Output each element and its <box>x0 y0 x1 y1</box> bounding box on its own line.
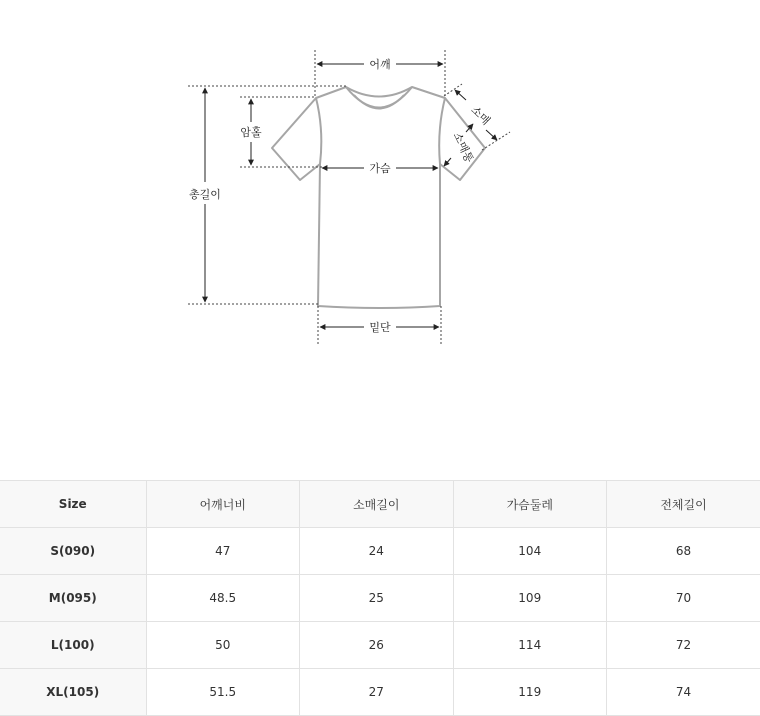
sleeve-label: 소매 <box>468 103 493 128</box>
column-header-total-length: 전체길이 <box>607 481 760 528</box>
size-table <box>0 480 760 716</box>
column-header-size: Size <box>0 481 146 528</box>
size-cell: L(100) <box>0 622 146 669</box>
shoulder-label: 어깨 <box>369 57 390 71</box>
column-header-shoulder-width: 어깨너비 <box>146 481 300 528</box>
column-header-chest: 가슴둘레 <box>453 481 607 528</box>
table-cell: 26 <box>300 622 454 669</box>
sleeve-opening-arrow-down <box>444 158 451 166</box>
table-row <box>0 575 760 622</box>
table-cell: 72 <box>607 622 760 669</box>
table-header-row <box>0 481 760 528</box>
hem-label: 밑단 <box>369 320 391 334</box>
table-cell: 47 <box>146 528 300 575</box>
table-cell: 104 <box>453 528 607 575</box>
chest-label: 가슴 <box>369 161 391 175</box>
table-cell: 27 <box>300 669 454 716</box>
tshirt-outline <box>272 87 485 308</box>
table-row <box>0 669 760 716</box>
table-cell: 114 <box>453 622 607 669</box>
table-cell: 51.5 <box>146 669 300 716</box>
table-cell: 68 <box>607 528 760 575</box>
table-cell: 109 <box>453 575 607 622</box>
table-cell: 48.5 <box>146 575 300 622</box>
table-row <box>0 528 760 575</box>
total-length-label: 총길이 <box>189 187 221 201</box>
size-cell: XL(105) <box>0 669 146 716</box>
size-cell: S(090) <box>0 528 146 575</box>
table-cell: 70 <box>607 575 760 622</box>
sleeve-arrow-down <box>486 130 497 140</box>
sleeve-opening-label: 소매통 <box>451 130 477 165</box>
size-cell: M(095) <box>0 575 146 622</box>
sleeve-arrow-up <box>455 90 466 100</box>
table-cell: 74 <box>607 669 760 716</box>
table-cell: 119 <box>453 669 607 716</box>
column-header-sleeve-length: 소매길이 <box>300 481 454 528</box>
table-row <box>0 622 760 669</box>
guide-lines <box>188 50 510 344</box>
armhole-label: 암홀 <box>240 125 262 139</box>
table-cell: 25 <box>300 575 454 622</box>
table-cell: 24 <box>300 528 454 575</box>
table-cell: 50 <box>146 622 300 669</box>
